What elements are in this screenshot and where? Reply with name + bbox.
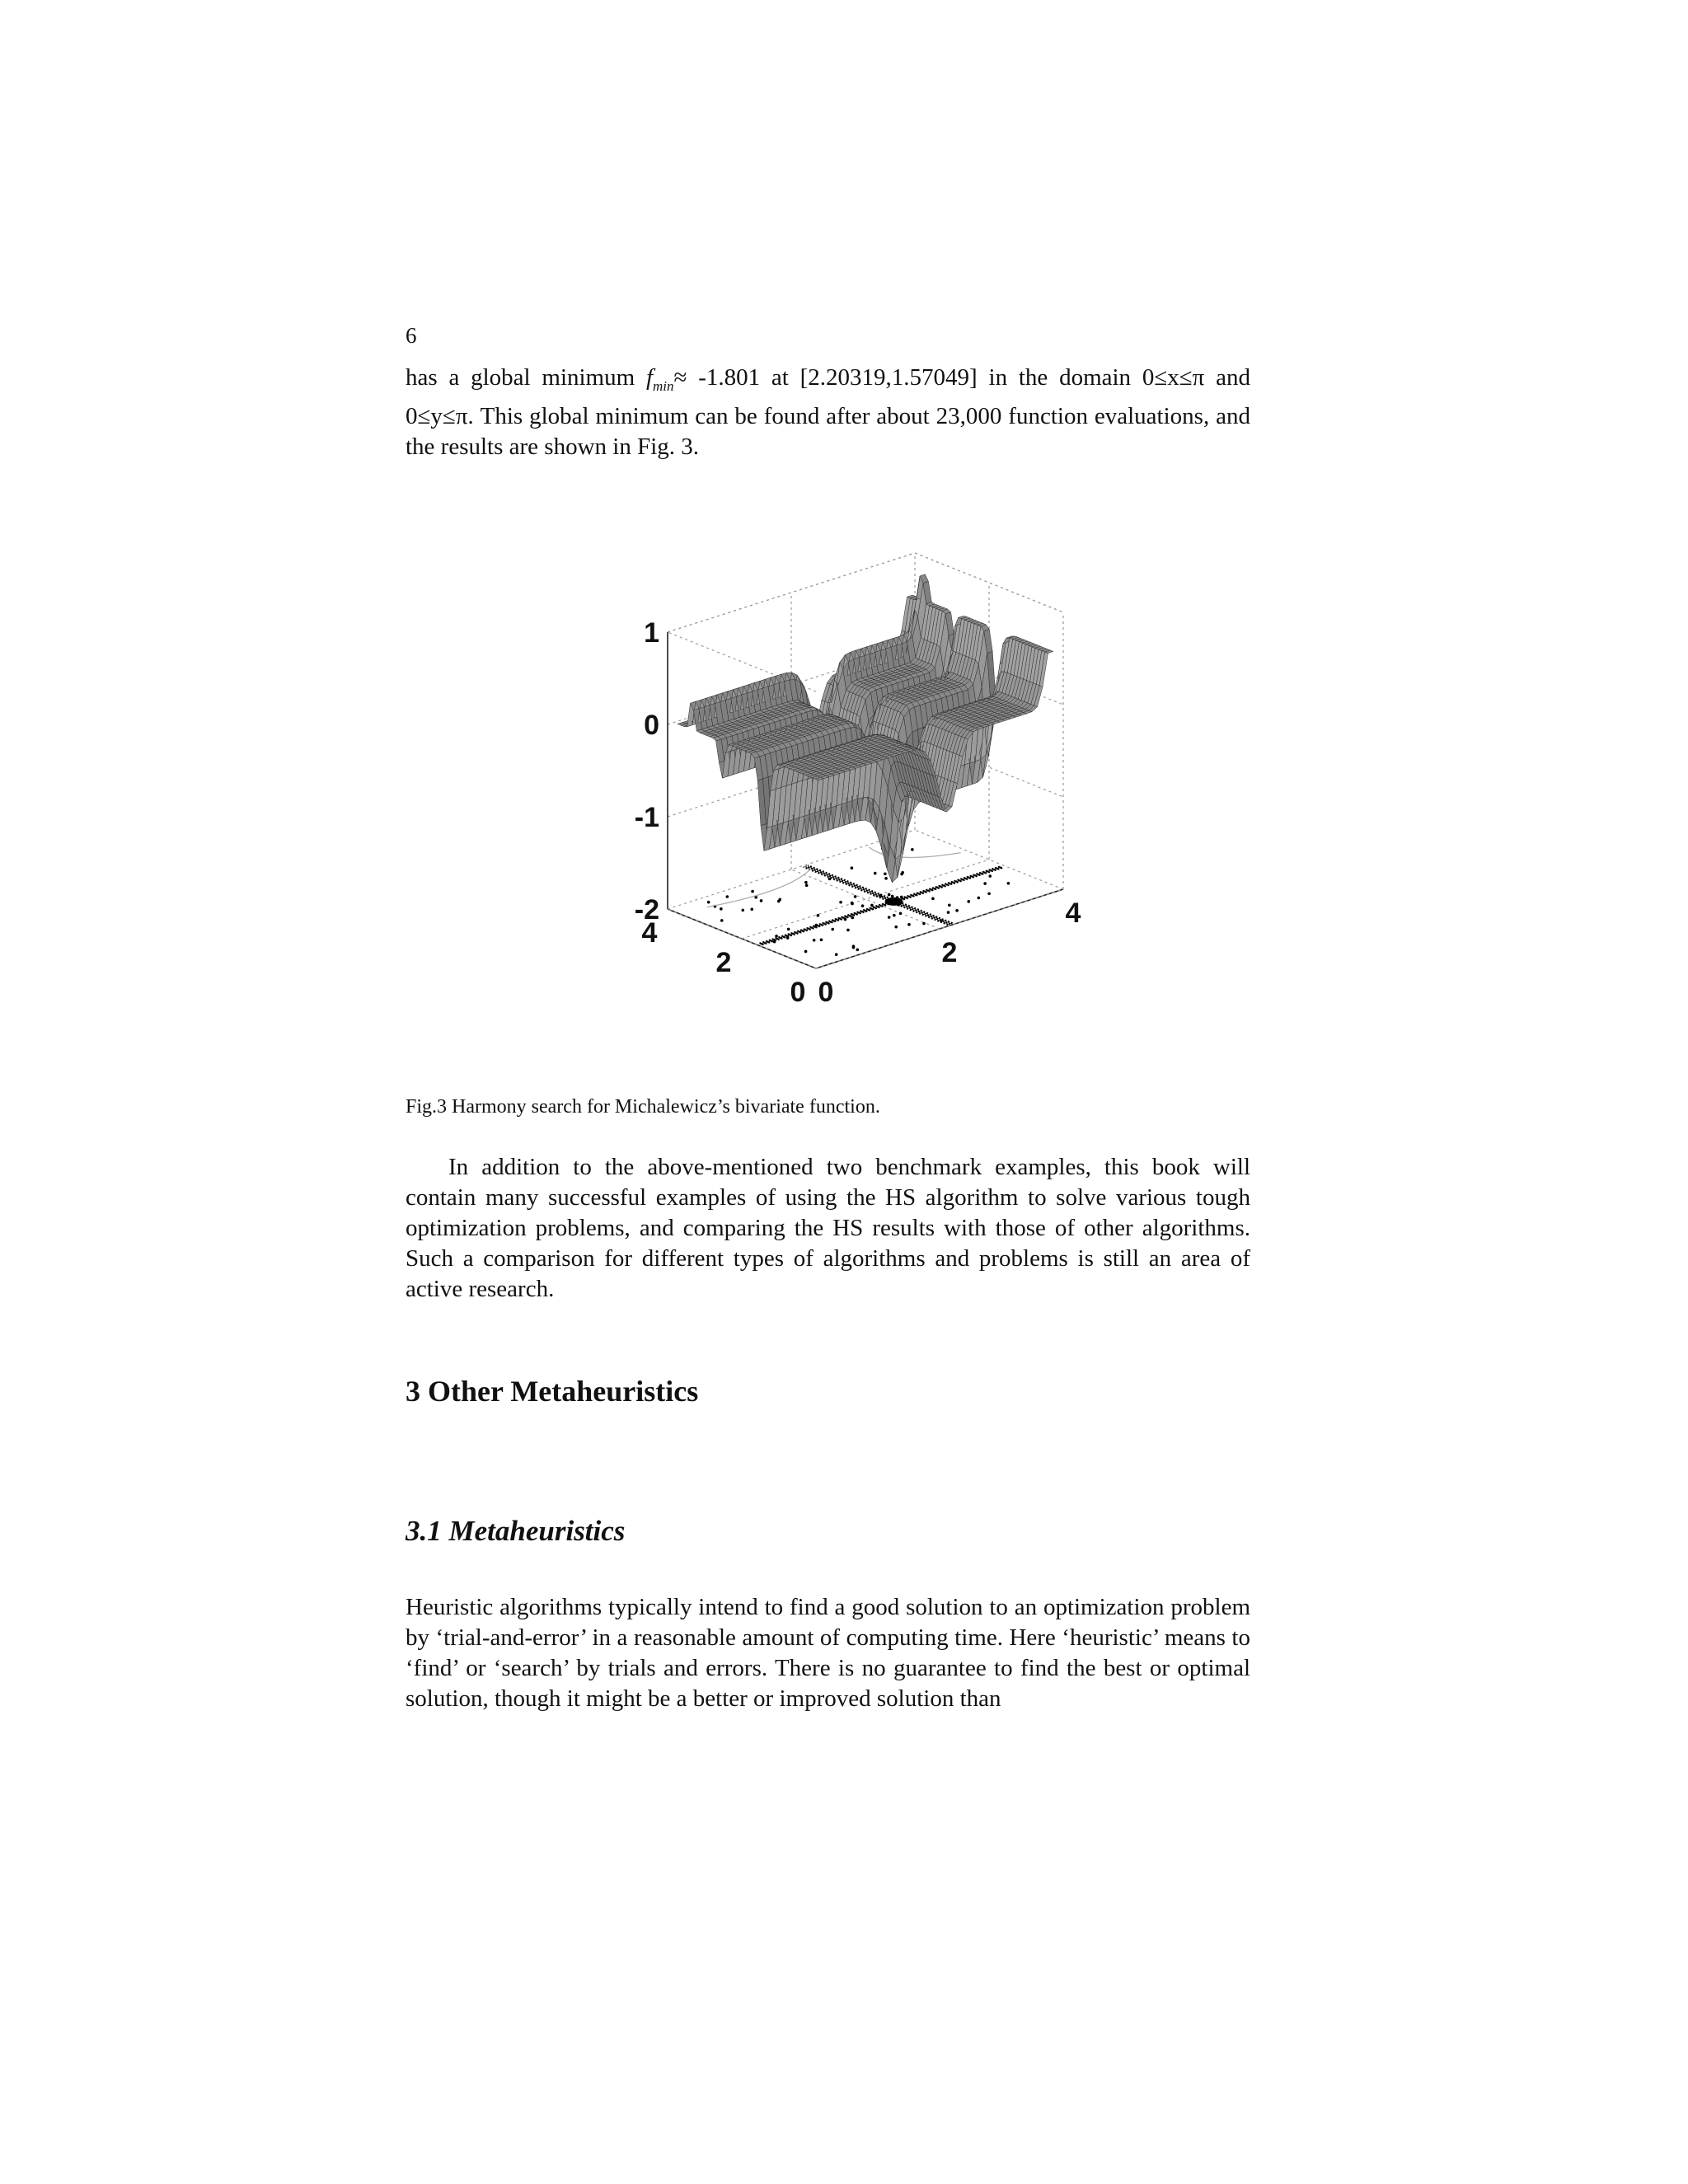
- search-point: [817, 914, 820, 917]
- grid-line: [668, 553, 1063, 632]
- search-point: [831, 928, 834, 931]
- search-point: [899, 912, 903, 915]
- search-point: [978, 897, 981, 900]
- search-point: [707, 901, 710, 904]
- x-tick-label: 2: [941, 937, 958, 968]
- subsection-heading: 3.1 Metaheuristics: [406, 1515, 626, 1547]
- page-number: 6: [406, 323, 417, 348]
- search-point: [813, 939, 816, 942]
- search-point: [751, 890, 754, 893]
- search-point: [846, 929, 850, 932]
- minimum-cluster: [885, 898, 903, 906]
- search-point: [828, 878, 832, 881]
- search-points-line: [805, 866, 950, 924]
- search-point: [884, 872, 887, 875]
- search-point: [940, 919, 943, 922]
- contour-line: [707, 869, 811, 907]
- search-point: [888, 916, 891, 919]
- search-point: [851, 916, 854, 920]
- surface-plot: [474, 494, 1232, 1088]
- fmin-symbol: [645, 364, 674, 394]
- search-point: [893, 914, 896, 917]
- x-tick-label: 4: [1065, 898, 1081, 929]
- search-point: [947, 911, 950, 914]
- search-point: [750, 907, 753, 911]
- fmin-f: f: [645, 364, 654, 391]
- search-point: [874, 872, 877, 875]
- figure-caption: Fig.3 Harmony search for Michalewicz’s bivariate function.: [406, 1096, 880, 1118]
- search-point: [839, 901, 842, 904]
- search-point: [888, 893, 891, 897]
- intro-tail: ≈ -1.801 at [2.20319,1.57049] in the domain 0≤x≤π and 0≤y≤π. This global minimum can be found after about 23,000 function evaluations, and the results are shown in Fig. 3.: [406, 364, 1250, 460]
- z-tick-label: 1: [644, 617, 659, 649]
- search-point: [854, 895, 857, 898]
- paragraph-benchmarks: In addition to the above-mentioned two benchmark examples, this book will contain many successful examples of using the HS algorithm to solve various tough optimization problems, and comparing the HS results with those of other algorithms. Such a comparison for different types of algorithms and problems is still an area of active research.: [406, 1154, 1250, 1302]
- search-point: [907, 923, 911, 926]
- search-point: [804, 881, 808, 884]
- search-point: [884, 877, 888, 880]
- search-point: [931, 898, 935, 901]
- search-point: [851, 866, 854, 869]
- surface-mesh: [678, 574, 1053, 883]
- search-point: [894, 926, 898, 929]
- y-tick-label: 4: [641, 917, 658, 949]
- search-point: [805, 884, 809, 888]
- search-point: [820, 939, 823, 942]
- search-point: [948, 904, 951, 907]
- z-tick-label: 0: [644, 710, 659, 741]
- search-point: [760, 899, 763, 902]
- search-point: [967, 900, 970, 903]
- search-point: [879, 894, 883, 898]
- search-point: [896, 896, 899, 899]
- z-tick-label: -2: [634, 894, 659, 926]
- search-point: [844, 918, 847, 921]
- search-point: [897, 903, 900, 907]
- search-point: [911, 848, 914, 851]
- search-point: [900, 896, 903, 899]
- search-point: [900, 873, 903, 876]
- search-point: [775, 935, 778, 938]
- paragraph-intro: [406, 363, 1250, 462]
- search-point: [870, 904, 874, 907]
- paragraph-heuristics: Heuristic algorithms typically intend to find a good solution to an optimization problem by ‘trial-and-error’ in a reasonable amount of computing time. Here ‘heuristic’ means to ‘find’ or ‘search’ by trials and errors. There is no guarantee to find the best or optimal solution, though it might be a better or improved solution than: [406, 1594, 1250, 1712]
- search-point: [1007, 882, 1010, 885]
- intro-lead: has a global minimum: [406, 364, 646, 391]
- search-point: [856, 949, 859, 952]
- search-point: [987, 893, 991, 896]
- search-point: [835, 953, 838, 956]
- search-point: [922, 922, 926, 926]
- search-point: [983, 882, 987, 885]
- search-point: [955, 909, 959, 912]
- search-point: [815, 924, 818, 927]
- search-point: [852, 946, 856, 949]
- search-point: [891, 895, 894, 898]
- search-point: [773, 940, 776, 944]
- y-tick-label: 0: [790, 977, 806, 1008]
- search-point: [988, 874, 992, 878]
- floor-grid-line: [791, 869, 940, 929]
- search-point: [720, 907, 723, 911]
- search-point: [804, 950, 808, 954]
- fmin-sub: min: [653, 377, 674, 394]
- search-point: [787, 928, 790, 931]
- section-heading: 3 Other Metaheuristics: [406, 1375, 699, 1408]
- search-point: [777, 900, 781, 903]
- search-point: [741, 909, 744, 912]
- y-tick-label: 2: [715, 947, 732, 978]
- search-point: [861, 904, 865, 907]
- search-point: [786, 936, 790, 940]
- z-tick-label: -1: [634, 802, 659, 833]
- search-point: [720, 919, 724, 922]
- search-point: [726, 895, 729, 898]
- search-point: [851, 902, 854, 906]
- x-tick-label: 0: [818, 977, 834, 1008]
